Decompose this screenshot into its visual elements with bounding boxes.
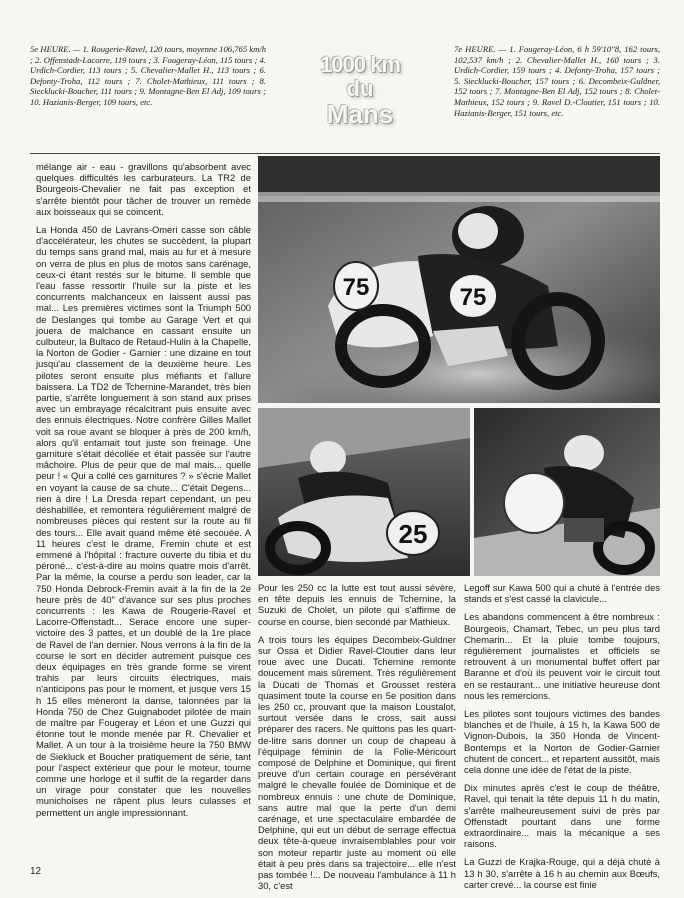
logo-line-1: 1000 km [320, 52, 400, 77]
left-column [36, 161, 251, 825]
left-paragraph-1: mélange air - eau - gravillons qu'absorbent avec quelques difficultés les carburateurs. La TR2 de Bourgeois-Chevalier ne fait pas exception et s'arrête bientôt pour tâcher de trouver un remède aux boisseaux qui se coincent. [36, 161, 251, 217]
logo-line-2: du [346, 76, 374, 101]
right-paragraph-3: Les pilotes sont toujours victimes des bandes blanches et de l'huile, à 15 h, la Kawa 500 de Vignon-Dubois, la 350 Honda de Vincent-Bontemps et la Norton de Godier-Garnier chutent de concert... et repartent aussitôt, mais cela donne une idée de l'état de la piste. [464, 708, 660, 776]
right-paragraph-5: La Guzzi de Krajka-Rouge, qui a déjà chuté à 13 h 30, s'arrête à 16 h au chemin aux Bœufs, carter crevé... la course est finie [464, 856, 660, 890]
results-5th-hour: 5e HEURE. — 1. Rougerie-Ravel, 120 tours, moyenne 106,765 km/h ; 2. Offenstadt-Lacorre, 119 tours ; 3. Fougeray-Léon, 115 tours ; 4. Urdich-Cordier, 113 tours ; 5. Chevalier-Mallet H., 113 tours ; 6. Defonty-Troha, 112 tours ; 7. Cholet-Mathieux, 111 tours ; 8. Siecklucki-Boucher, 111 tours ; 9. Montagne-Ben El Adj, 109 tours ; 10. Hazianis-Berger, 109 tours, etc. [30, 44, 266, 107]
logo-line-3: Mans [326, 99, 394, 129]
results-7th-hour: 7e HEURE. — 1. Fougeray-Léon, 6 h 59'10"8, 162 tours, 102,537 km/h ; 2. Chevalier-Mallet H., 160 tours ; 3. Urdich-Cordier, 159 tours ; 4. Defonty-Troha, 157 tours ; 5. Siecklucki-Boucher, 157 tours ; 6. Decombeix-Guldner, 152 tours ; 7. Montagne-Ben El Adj, 152 tours ; 8. Cholet-Mathieux, 152 tours ; 9. Ravel D.-Cloutier, 151 tours ; 10. Hazianis-Berger, 151 tours, etc. [454, 44, 660, 118]
photo-rider-cornering [474, 408, 660, 576]
right-column [464, 582, 660, 897]
left-paragraph-2: La Honda 450 de Lavrans-Omeri casse son câble d'accélérateur, les chutes se succèdent, la plupart du temps sans grand mal, mais au fur et à mesure on verra de plus en plus de motos sans carénage, ceux-ci étant restés sur le bitume. Il semble que l'eau fasse ressortir l'huile sur la piste et les concurrents malchanceux en laissent aussi pas mal... Les premières victimes sont la Triumph 500 de Deslanges qui tombe au Garage Vert et qui jouera de malchance en cassant ensuite un culbuteur, la Bultaco de Retaud-Hulin à la Chapelle, la Norton de Godier - Garnier : une dizaine en tout jusqu'au classement de la deuxième heure. Les pilotes seront ensuite plus méfiants et l'allure baissera. La TD2 de Tchernine-Marandet, très bien partie, s'arrête longuement à son stand aux prises avec un embrayage récalcitrant puis ensuite avec des ennuis électriques. Notre confrère Gilles Mallet voit sa roue avant se bloquer à près de 200 km/h, alors qu'il entamait tout juste son freinage. Une garniture s'était décollée et était passée sur l'autre mâchoire. Plus de peur que de mal mais... quelle peur ! « Qui a collé ces garnitures ? » s'écrie Mallet en voyant la cause de sa chute... C'était Degens... rien à dire ! La Dresda repart cependant, un peu déshabillée, et remontera régulièrement malgré de nombreuses pièces qui restent sur la route au fil des tours... Elle avait quand même été secouée. A 11 heures c'est le drame, Fremin chute et est emmené à l'hôpital : fracture ouverte du tibia et du péroné... c'est-à-dire au moins quatre mois d'arrêt. Par la même, la course a perdu son leader, car la 750 Honda Debrock-Fremin avait à la fin de la 2e heure près de 40" d'avance sur ses plus proches concurrents : les Kawa de Rougerie-Ravel et Lacorre-Offenstadt... Serace encore une super-victoire des 3 pattes, et un doublé de la 1re place de Ravel de l'an dernier. Nous verrons à la fin de la course le sort en décider autrement puisque ces deux équipages en très grande forme se virent trahis par leurs circuits électriques, mais n'anticipons pas pour le moment, et jusque vers 15 h 15 elles mèneront la danse, talonnées par la Honda 750 de Chez Guignabodet pilotée de main de maître par Fougeray et Léon et une Guzzi qui étonne tout le monde menée par R. Chevalier et Mallet. A un tour à la troisième heure la 750 BMW de Siekluck et Boucher pratiquement de série, tant pour l'aspect extérieur que pour le moteur, tourne comme une horloge et il suffit de la regarder dans un virage pour constater que les nouvelles munichoises ne râpent plus leurs culasses et permettent un angle impressionnant. [36, 224, 251, 818]
race-logo [276, 52, 444, 128]
header-divider [30, 153, 660, 154]
middle-paragraph-2: A trois tours les équipes Decombeix-Guldner sur Ossa et Didier Ravel-Cloutier dans leur roue avec une Ducati. Tchernine remonte doucement mais sûrement. Très régulièrement la Ducati de Thomas et Grousset restera quasiment toute la course en 5e position dans les 250 cc, prouvant que la maison Loustalot, surtout versée dans le cross, sait aussi préparer des racers. Ne quittons pas les quart-de-litre sans donner un coup de chapeau à l'équipage féminin de la Folie-Méricourt composé de Delphine et Dominique, qui firent preuve d'un certain courage en persévérant malgré le chevalle foulée de Dominique et de nombreux ennuis : une chute de Dominique, sans autre mal que la perte d'un demi carénage, et une spectaculaire embardée de Delphine, qui eut un début de serrage effectua deux tête-à-queue invraisemblables pour voir son moteur repartir juste au moment où elle était à peu près dans sa trajectoire... elle n'est pas tombée !... De nouveau l'ambulance à 11 h 30, c'est [258, 633, 456, 892]
middle-column [258, 582, 456, 898]
photo-racer-25 [258, 408, 470, 576]
right-paragraph-4: Dix minutes après c'est le coup de théâtre, Ravel, qui tenait la tête depuis 11 h du matin, s'arrête malheureusement suivi de près par Offenstadt pourtant dans une forme extraordinaire... mais la mécanique a ses raisons. [464, 782, 660, 850]
right-paragraph-2: Les abandons commencent à être nombreux : Bourgeois, Chamart, Tebec, un peu plus tard Chemarin... Et la pluie tombe toujours, régulièrement journalistes et officiels se retrouvent à un monumental buffet offert par Baranne et d'où ils peuvent voir le circuit tout en se restaurant... une initiative heureuse dont nous les remercions. [464, 611, 660, 701]
page-number: 12 [30, 866, 42, 877]
racer-number-25: 25 [398, 519, 428, 549]
photo-racer-75 [258, 156, 660, 403]
right-paragraph-1: Legoff sur Kawa 500 qui a chuté à l'entrée des stands et s'est cassé la clavicule... [464, 582, 660, 605]
middle-paragraph-1: Pour les 250 cc la lutte est tout aussi sévère, en tête depuis les ennuis de Tchernine, la Suzuki de Cholet, un pilote qui s'affirme de course en course, bien secondé par Mathieux. [258, 582, 456, 627]
racer-number-75-side: 75 [459, 284, 487, 311]
racer-number-75-front: 75 [342, 274, 370, 301]
